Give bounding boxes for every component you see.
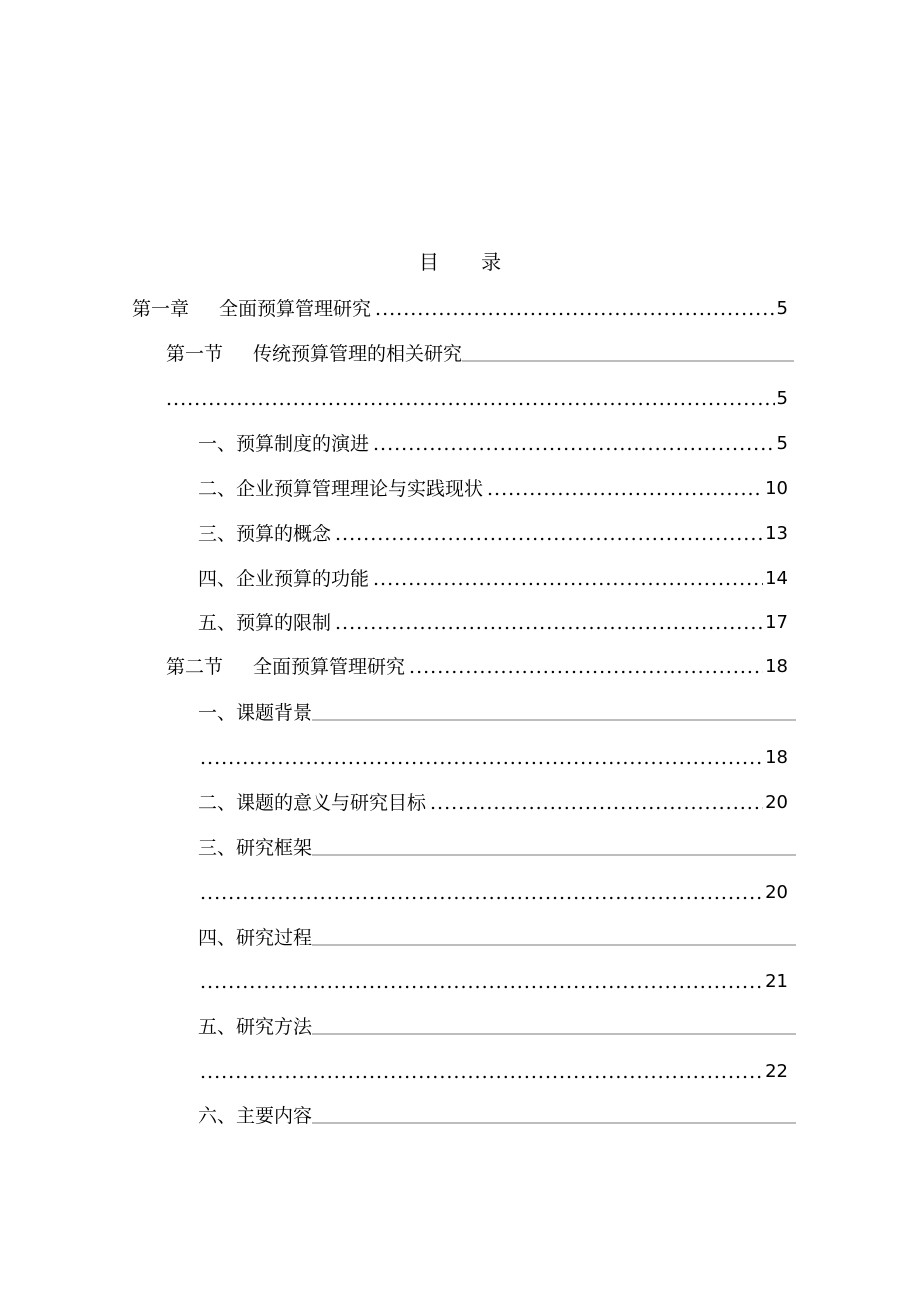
section-title: 全面预算管理研究 [253, 656, 406, 678]
chapter-title: 全面预算管理研究 [219, 298, 372, 320]
toc-section-1-page-line[interactable] [166, 382, 788, 412]
item-label: 二、课题的意义与研究目标 [198, 792, 427, 814]
leader-dots [200, 880, 763, 906]
item-label: 四、研究过程 [198, 927, 313, 949]
leader-dots [373, 566, 763, 592]
section-number: 第二节 [166, 656, 224, 678]
item-label: 一、课题背景 [198, 702, 313, 724]
page-number: 22 [765, 1061, 788, 1082]
separator-rule [312, 944, 796, 946]
page-number: 5 [776, 433, 788, 454]
toc-item[interactable] [198, 921, 796, 951]
leader-dots [430, 790, 763, 816]
toc-title: 目 录 [418, 250, 520, 274]
section-title: 传统预算管理的相关研究 [253, 343, 463, 365]
leader-dots [409, 654, 763, 680]
item-label: 二、企业预算管理理论与实践现状 [198, 478, 484, 500]
section-number: 第一节 [166, 343, 224, 365]
toc-item[interactable] [198, 786, 788, 816]
toc-item[interactable] [198, 427, 788, 457]
toc-item[interactable] [198, 696, 796, 726]
separator-rule [462, 360, 794, 362]
page-number: 13 [765, 523, 788, 544]
toc-item-page-line[interactable] [200, 1055, 788, 1085]
toc-section-1[interactable] [166, 337, 794, 367]
leader-dots [335, 610, 763, 636]
item-label: 三、研究框架 [198, 837, 313, 859]
page-number: 20 [765, 882, 788, 903]
chapter-number: 第一章 [132, 298, 190, 320]
leader-dots [487, 476, 763, 502]
toc-item[interactable] [198, 606, 788, 636]
item-label: 六、主要内容 [198, 1105, 313, 1127]
separator-rule [312, 719, 796, 721]
leader-dots [373, 431, 775, 457]
item-label: 一、预算制度的演进 [198, 433, 370, 455]
toc-item-page-line[interactable] [200, 876, 788, 906]
page-number: 14 [765, 568, 788, 589]
page-number: 17 [765, 612, 788, 633]
toc-item[interactable] [198, 517, 788, 547]
page-number: 21 [765, 971, 788, 992]
separator-rule [312, 1122, 796, 1124]
toc-item-page-line[interactable] [200, 965, 788, 995]
toc-item[interactable] [198, 472, 788, 502]
toc-item[interactable] [198, 1099, 796, 1129]
toc-item[interactable] [198, 562, 788, 592]
page-number: 5 [776, 298, 788, 319]
page-number: 10 [765, 478, 788, 499]
toc-item[interactable] [198, 1010, 796, 1040]
leader-dots [375, 296, 775, 322]
leader-dots [335, 521, 763, 547]
leader-dots [200, 969, 763, 995]
page-number: 5 [776, 388, 788, 409]
page-number: 18 [765, 656, 788, 677]
separator-rule [312, 854, 796, 856]
leader-dots [166, 386, 775, 412]
toc-item[interactable] [198, 831, 796, 861]
item-label: 五、研究方法 [198, 1016, 313, 1038]
toc-section-2[interactable] [166, 650, 788, 680]
separator-rule [312, 1033, 796, 1035]
item-label: 五、预算的限制 [198, 612, 332, 634]
item-label: 三、预算的概念 [198, 523, 332, 545]
page-number: 20 [765, 792, 788, 813]
item-label: 四、企业预算的功能 [198, 568, 370, 590]
toc-chapter-1[interactable] [132, 292, 788, 322]
leader-dots [200, 745, 763, 771]
leader-dots [200, 1059, 763, 1085]
page-number: 18 [765, 747, 788, 768]
toc-item-page-line[interactable] [200, 741, 788, 771]
